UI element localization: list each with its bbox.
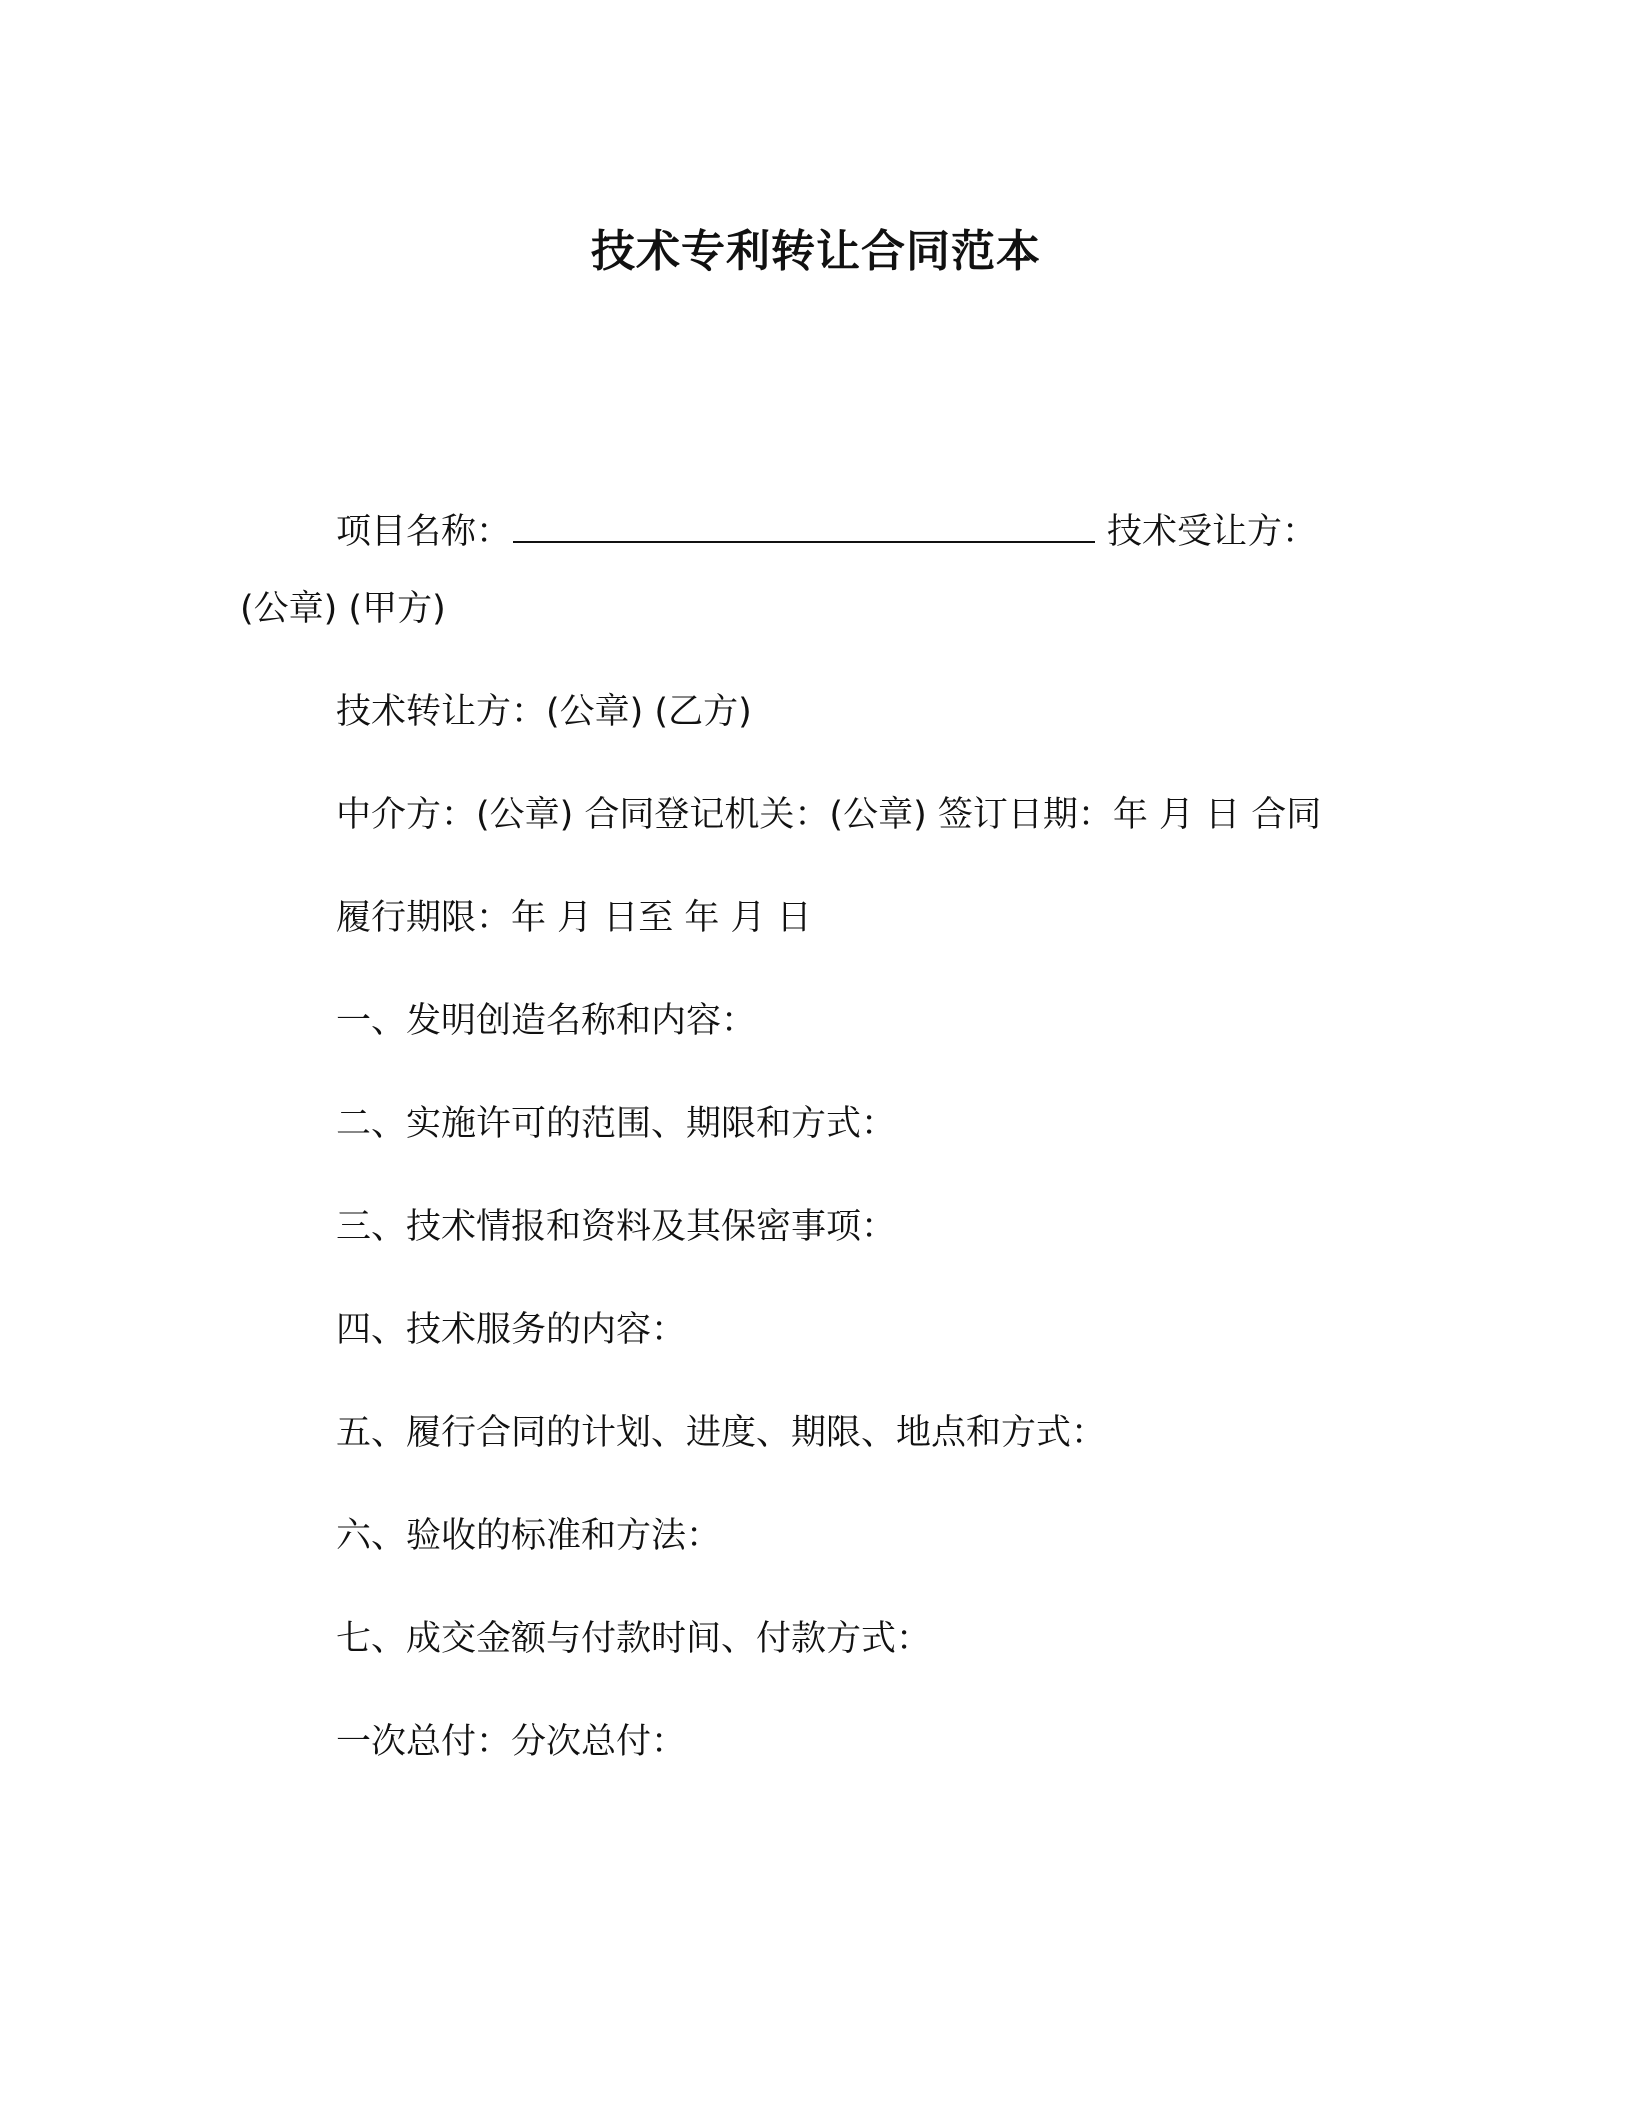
intermediary-paragraph: 中介方：(公章) 合同登记机关：(公章) 签订日期：年 月 日 合同 [336,795,1322,835]
project-transferee-paragraph [240,494,1360,648]
clause-6: 六、验收的标准和方法： [336,1516,722,1556]
clause-4: 四、技术服务的内容： [336,1310,687,1350]
performance-period-paragraph: 履行期限：年 月 日至 年 月 日 [336,898,812,938]
transferor-paragraph: 技术转让方：(公章) (乙方) [336,692,752,732]
project-name-blank-line [513,511,1095,543]
clause-1: 一、发明创造名称和内容： [336,1001,757,1041]
clause-2: 二、实施许可的范围、期限和方式： [336,1104,897,1144]
clause-7: 七、成交金额与付款时间、付款方式： [336,1619,932,1659]
transferee-label: 技术受让方：(公章) (甲方) [240,512,1318,629]
project-name-label: 项目名称： [336,512,512,552]
document-body [240,494,1360,1781]
clause-5: 五、履行合同的计划、进度、期限、地点和方式： [336,1413,1107,1453]
clause-3: 三、技术情报和资料及其保密事项： [336,1207,897,1247]
document-title: 技术专利转让合同范本 [591,226,1041,277]
payment-options-paragraph: 一次总付：分次总付： [336,1722,687,1762]
